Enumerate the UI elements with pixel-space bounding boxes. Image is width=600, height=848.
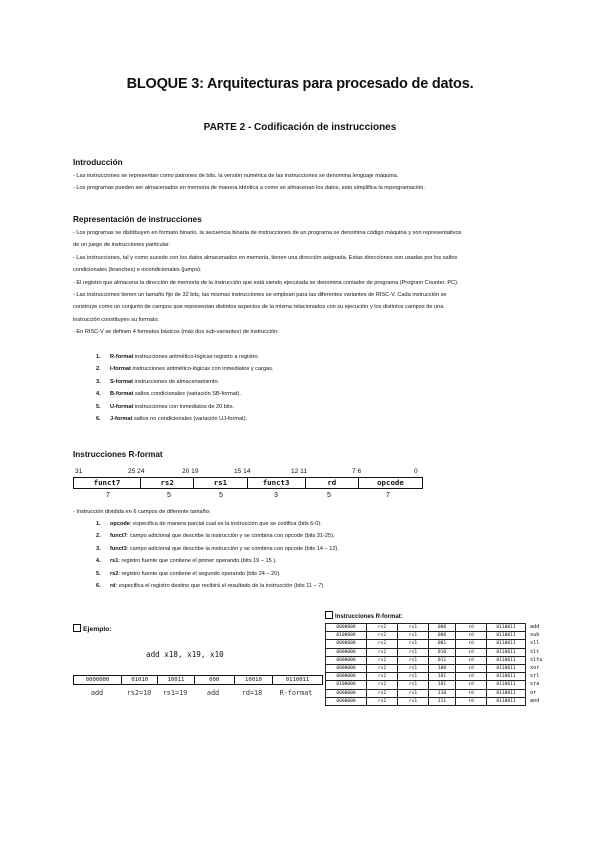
table-cell: 0100000 <box>326 681 367 689</box>
table-cell: 0000000 <box>326 656 367 664</box>
mc-field: 01010 <box>122 676 158 684</box>
table-cell: rd <box>456 689 487 697</box>
table-cell: 0110011 <box>487 681 526 689</box>
repr-line: construye como un conjunto de campos que representan distintos aspectos de la misma relacionados con su ejecución y los distintos campos de una <box>73 304 444 311</box>
mnemonic-cell: slt <box>530 648 540 655</box>
table-cell: rs2 <box>367 632 398 640</box>
bit-label: 12 11 <box>291 468 308 475</box>
table-cell: rs1 <box>398 664 429 672</box>
mnemonic-cell: add <box>530 624 540 631</box>
repr-line: - En RISC-V se definen 4 formatos básicos (más dos sub-variantes) de instrucción: <box>73 329 279 336</box>
list-item: 6. rd: especifica el registro destino que recibirá el resultado de la instrucción (bits 11 – 7) <box>96 583 324 590</box>
mc-field: 10011 <box>158 676 194 684</box>
mc-label: R-format <box>279 689 313 697</box>
table-cell: rs2 <box>367 697 398 705</box>
table-cell: rs1 <box>398 697 429 705</box>
mc-label: add <box>90 689 104 697</box>
table-cell: rs2 <box>367 640 398 648</box>
page-subtitle: PARTE 2 - Codificación de instrucciones <box>203 122 397 133</box>
mnemonic-cell: sub <box>530 632 540 639</box>
list-item: 5. rs2: registro fuente que contiene el segundo operando (bits 24 – 20). <box>96 570 281 577</box>
table-cell: rd <box>456 632 487 640</box>
table-cell: 0110011 <box>487 664 526 672</box>
rformat-fields-list <box>96 518 339 592</box>
table-cell: rd <box>456 656 487 664</box>
repr-heading: Representación de instrucciones <box>73 215 202 224</box>
table-cell: rd <box>456 681 487 689</box>
mnemonic-cell: xor <box>530 665 540 672</box>
table-cell: 110 <box>429 689 456 697</box>
table-cell: rs2 <box>367 648 398 656</box>
intro-text <box>73 170 533 195</box>
field-rd: rd <box>306 478 359 488</box>
table-cell: 0000000 <box>326 664 367 672</box>
field-width: 5 <box>219 492 223 499</box>
table-cell: 101 <box>429 681 456 689</box>
mc-label: rs1=19 <box>162 689 188 697</box>
repr-line: de un juego de instrucciones particular. <box>73 242 171 249</box>
table-row <box>326 656 545 664</box>
table-cell: rd <box>456 673 487 681</box>
field-rs1: rs1 <box>194 478 247 488</box>
table-cell: 0000000 <box>326 648 367 656</box>
table-cell: 111 <box>429 697 456 705</box>
table-cell: rs2 <box>367 689 398 697</box>
table-cell: rs1 <box>398 689 429 697</box>
field-width: 7 <box>386 492 390 499</box>
list-item: 5. U-format instrucciones con inmediatos de 20 bits. <box>96 403 235 410</box>
machine-code-labels <box>73 689 323 697</box>
table-cell: 0110011 <box>487 624 526 632</box>
table-cell: 0110011 <box>487 697 526 705</box>
table-cell: 000 <box>429 632 456 640</box>
bit-label: 20 19 <box>182 468 199 475</box>
list-item: 4. B-format saltos condicionales (variación SB-format). <box>96 391 241 398</box>
repr-line: - Los programas se distribuyen en formato binario, la secuencia binaria de instrucciones de un programa se denomina código máquina y son representativos <box>73 230 462 236</box>
table-cell: rd <box>456 664 487 672</box>
field-funct3: funct3 <box>248 478 306 488</box>
repr-line: - Las instrucciones tienen un tamaño fijo de 32 bits, las mismas instrucciones se emplean para las diferentes variantes de RISC-V. Cada instrucción se <box>73 292 447 299</box>
table-cell: 100 <box>429 664 456 672</box>
table-cell: 0000000 <box>326 697 367 705</box>
table-cell: rs1 <box>398 640 429 648</box>
table-cell: 0110011 <box>487 648 526 656</box>
repr-line: condicionales (branches) e incondicionales (jumps). <box>73 267 202 274</box>
checkbox-icon <box>73 624 81 632</box>
intro-line: - Los programas pueden ser almacenados en memoria de manera idéntica a como se almacenan los datos, esto simplifica la reprogramación. <box>73 185 425 192</box>
list-item: 6. J-format saltos no condicionales (variación UJ-format). <box>96 416 248 423</box>
table-row <box>326 664 545 672</box>
bit-label: 7 6 <box>352 468 362 475</box>
table-cell: rs1 <box>398 648 429 656</box>
table-cell: 011 <box>429 656 456 664</box>
table-cell: 0110011 <box>487 656 526 664</box>
mc-label: rd=18 <box>241 689 263 697</box>
intro-heading: Introducción <box>73 158 123 167</box>
repr-text <box>73 227 533 339</box>
list-item: 3. S-format instrucciones de almacenamiento. <box>96 378 220 385</box>
bit-label: 25 24 <box>128 468 145 475</box>
table-cell: rs1 <box>398 632 429 640</box>
repr-line: instrucción constituyen su formato. <box>73 316 160 323</box>
table-cell: 0000000 <box>326 673 367 681</box>
list-item: 1. opcode: especifica de manera parcial cual es la instrucción que se codifica (bits 6-0). <box>96 521 322 527</box>
rformat-table <box>325 623 545 706</box>
table-cell: rs2 <box>367 664 398 672</box>
mnemonic-cell: sll <box>530 640 540 647</box>
list-item: 2. I-format instrucciones aritmético-lógicas con inmediatos y cargas. <box>96 366 274 373</box>
field-opcode: opcode <box>377 478 404 487</box>
table-cell: rs2 <box>367 673 398 681</box>
example-heading: Ejemplo: <box>73 624 112 633</box>
page-title: BLOQUE 3: Arquitecturas para procesado de datos. <box>126 76 474 92</box>
mc-field: 10010 <box>235 676 273 684</box>
mnemonic-cell: srl <box>530 673 540 680</box>
table-cell: rs1 <box>398 656 429 664</box>
field-width: 3 <box>274 492 278 499</box>
list-item: 4. rs1: registro fuente que contiene el primer operando (bits 19 – 15 ). <box>96 558 277 565</box>
field-funct7: funct7 <box>74 478 141 488</box>
table-cell: rs2 <box>367 624 398 632</box>
intro-line: - Las instrucciones se representan como patrones de bits, la versión numérica de las instrucciones se denomina lenguaje máquina. <box>73 173 399 179</box>
field-width: 7 <box>106 492 110 499</box>
rtable-heading: Instrucciones R-format: <box>325 611 403 620</box>
mc-field: 0000000 <box>74 676 122 684</box>
mnemonic-cell: and <box>530 697 540 704</box>
mc-label: rs2=10 <box>126 689 152 697</box>
table-cell: 101 <box>429 673 456 681</box>
bit-label: 15 14 <box>234 468 251 475</box>
field-rs2: rs2 <box>141 478 194 488</box>
bit-label: 31 <box>75 468 83 475</box>
table-cell: 0000000 <box>326 689 367 697</box>
repr-line: - El registro que almacena la dirección de memoria de la instrucción que está siendo ejecutada se denomina contador de programa (Program Counter, PC). <box>73 279 459 286</box>
repr-line: - Las instrucciones, tal y como sucede con los datos almacenados en memoria, tienen una dirección asignada. Estas direcciones son usadas por los saltos <box>73 254 458 261</box>
table-cell: 000 <box>429 624 456 632</box>
list-item: 3. funct3: campo adicional que describe la instrucción y se combina con opcode (bits 14 – 12). <box>96 545 339 552</box>
formats-list <box>96 351 274 425</box>
list-item: 2. funct7: campo adicional que describe la instrucción y se combina con opcode (bits 31-25). <box>96 533 335 540</box>
table-row <box>326 640 545 648</box>
table-cell: 0100000 <box>326 632 367 640</box>
example-code: add x18, x19, x10 <box>146 650 224 659</box>
mc-field: 0110011 <box>285 677 310 683</box>
table-cell: 0110011 <box>487 673 526 681</box>
bit-label: 0 <box>414 468 418 475</box>
rformat-heading: Instrucciones R-format <box>73 450 163 459</box>
mnemonic-cell: sra <box>530 681 540 688</box>
mc-label: add <box>206 689 220 697</box>
table-cell: 010 <box>429 648 456 656</box>
checkbox-icon <box>325 611 333 619</box>
table-cell: rs1 <box>398 681 429 689</box>
table-cell: rd <box>456 697 487 705</box>
table-cell: 0110011 <box>487 632 526 640</box>
table-row <box>326 697 545 705</box>
table-row <box>326 689 545 697</box>
table-cell: 0000000 <box>326 640 367 648</box>
table-row <box>326 624 545 632</box>
table-cell: rs2 <box>367 681 398 689</box>
table-row <box>326 648 545 656</box>
rformat-field-diagram <box>73 477 423 489</box>
machine-code-diagram <box>73 675 323 685</box>
table-cell: rs2 <box>367 656 398 664</box>
table-row <box>326 673 545 681</box>
table-cell: 0110011 <box>487 689 526 697</box>
table-row <box>326 681 545 689</box>
field-width: 5 <box>167 492 171 499</box>
table-cell: 0110011 <box>487 640 526 648</box>
table-cell: rs1 <box>398 673 429 681</box>
table-cell: 001 <box>429 640 456 648</box>
table-cell: rs1 <box>398 624 429 632</box>
table-cell: rd <box>456 648 487 656</box>
mnemonic-cell: sltu <box>530 656 543 663</box>
mnemonic-cell: or <box>530 689 537 696</box>
field-width: 5 <box>327 492 331 499</box>
table-row <box>326 632 545 640</box>
table-cell: rd <box>456 624 487 632</box>
table-cell: 0000000 <box>326 624 367 632</box>
rformat-intro-line: - Instrucción dividida en 6 campos de diferente tamaño: <box>73 509 211 515</box>
mc-field: 000 <box>195 676 235 684</box>
table-cell: rd <box>456 640 487 648</box>
list-item: 1. R-format instrucciones aritmético-lógicas registro a registro. <box>96 354 260 360</box>
